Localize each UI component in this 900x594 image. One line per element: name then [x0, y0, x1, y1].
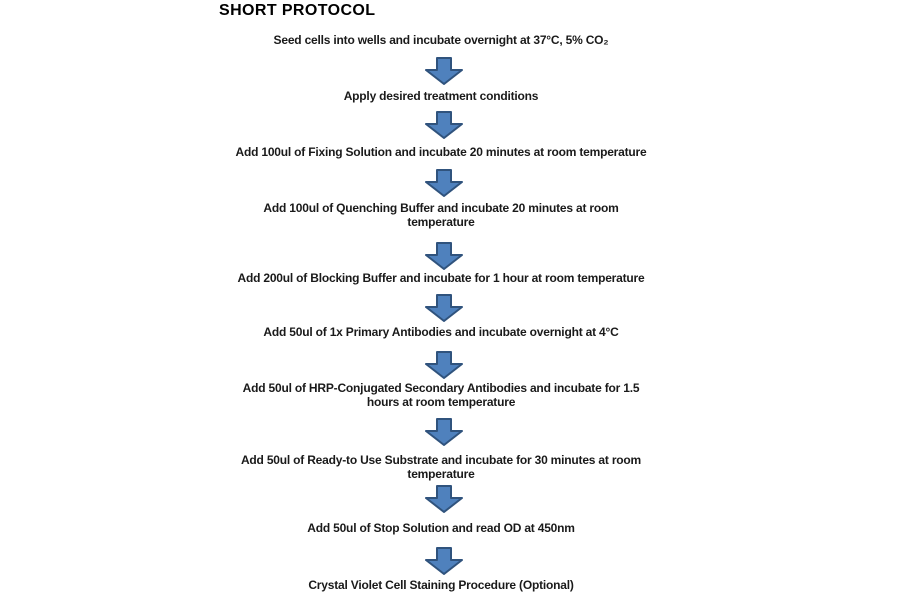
- protocol-flowchart: [181, 0, 701, 594]
- step-substrate: [181, 453, 701, 481]
- step-blocking-buffer: [181, 271, 701, 285]
- down-arrow-icon: [425, 169, 463, 197]
- down-arrow-icon: [425, 294, 463, 322]
- step-line: Add 100ul of Fixing Solution and incubate 20 minutes at room temperature: [235, 145, 647, 159]
- down-arrow-icon: [425, 351, 463, 379]
- step-line: Seed cells into wells and incubate overnight at 37°C, 5% CO₂: [273, 33, 609, 47]
- step-primary-antibodies: [181, 325, 701, 339]
- step-line: Add 50ul of Stop Solution and read OD at 450nm: [307, 521, 575, 535]
- step-fixing-solution: [181, 145, 701, 159]
- page-title: SHORT PROTOCOL: [219, 2, 376, 19]
- step-line: Apply desired treatment conditions: [343, 89, 539, 103]
- step-secondary-antibodies: [181, 381, 701, 409]
- step-line: temperature: [407, 467, 475, 481]
- step-stop-solution: [181, 521, 701, 535]
- step-line: Add 100ul of Quenching Buffer and incubate 20 minutes at room: [263, 201, 619, 215]
- step-line: hours at room temperature: [366, 395, 516, 409]
- down-arrow-icon: [425, 485, 463, 513]
- step-line: Add 50ul of Ready-to Use Substrate and incubate for 30 minutes at room: [240, 453, 642, 467]
- down-arrow-icon: [425, 418, 463, 446]
- step-line: Add 50ul of 1x Primary Antibodies and incubate overnight at 4°C: [263, 325, 619, 339]
- step-crystal-violet: [181, 578, 701, 592]
- step-line: Add 50ul of HRP-Conjugated Secondary Antibodies and incubate for 1.5: [242, 381, 640, 395]
- step-line: temperature: [407, 215, 475, 229]
- down-arrow-icon: [425, 57, 463, 85]
- down-arrow-icon: [425, 111, 463, 139]
- down-arrow-icon: [425, 242, 463, 270]
- step-seed-cells: [181, 33, 701, 47]
- down-arrow-icon: [425, 547, 463, 575]
- step-line: Add 200ul of Blocking Buffer and incubate for 1 hour at room temperature: [237, 271, 645, 285]
- step-line: Crystal Violet Cell Staining Procedure (Optional): [308, 578, 574, 592]
- step-apply-treatment: [181, 89, 701, 103]
- step-quenching-buffer: [181, 201, 701, 229]
